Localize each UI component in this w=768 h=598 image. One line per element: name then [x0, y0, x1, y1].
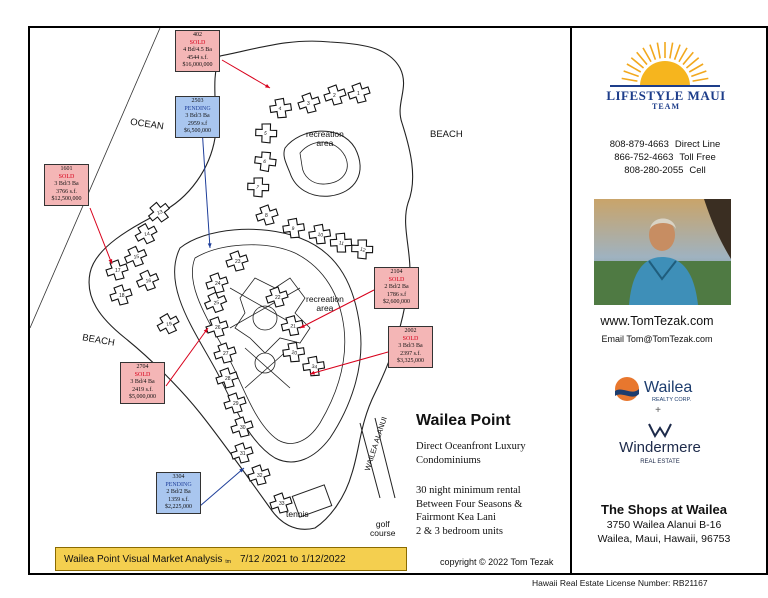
callout-status: SOLD — [189, 39, 206, 46]
brand-team: TEAM — [652, 102, 680, 111]
wailea-realty-logo-icon — [612, 374, 732, 404]
building-unit — [348, 236, 376, 262]
phone-number[interactable]: 866-752-4663 — [614, 151, 674, 163]
callout-beds: 3 Bd/4 Ba — [130, 379, 155, 385]
callout-unit: 2704 — [136, 364, 149, 370]
building-unit — [281, 340, 306, 364]
ocean-label: OCEAN — [129, 116, 165, 133]
phone-row-cell — [590, 165, 740, 178]
building-unit-number: 11 — [337, 240, 345, 248]
wailea-sub: REALTY CORP. — [652, 397, 692, 403]
phone-number[interactable]: 808-879-4663 — [609, 139, 669, 150]
building-unit — [110, 285, 132, 305]
rental-line-3: Fairmont Kea Lani — [416, 512, 496, 524]
phone-label: Cell — [689, 164, 706, 176]
brand-name: LIFESTYLE MAUI — [606, 88, 726, 103]
building-unit-number: 6 — [261, 158, 267, 166]
road-label: WAILEA ALANUI — [362, 415, 389, 473]
callout-size: 2959 s.f — [187, 120, 208, 127]
building-unit-number: 32 — [257, 473, 263, 479]
building-unit-number: 1 — [357, 91, 360, 97]
building-unit — [268, 96, 293, 120]
office-address-line-1: 3750 Wailea Alanui B-16 — [606, 519, 722, 531]
building-unit-number: 18 — [119, 293, 125, 299]
property-title: Wailea Point — [416, 412, 511, 429]
building-unit — [256, 205, 278, 225]
building-unit — [204, 291, 228, 313]
building-unit-number: 10 — [317, 231, 324, 239]
callout-size: 2397 s.f. — [400, 350, 421, 357]
beach-label-top: BEACH — [430, 129, 463, 140]
callout-price: $3,325,000 — [397, 358, 424, 364]
callout-3304[interactable] — [156, 472, 201, 514]
callout-status: PENDING — [165, 481, 192, 488]
building-unit-number: 17 — [115, 268, 121, 274]
callout-status: SOLD — [388, 276, 405, 283]
building-unit-number: 24 — [215, 281, 221, 287]
callout-arrow — [200, 468, 244, 506]
callout-unit: 2503 — [191, 98, 204, 104]
rental-line-1: 30 night minimum rental — [416, 485, 521, 496]
callout-unit: 2104 — [390, 269, 403, 275]
callout-status: SOLD — [402, 335, 419, 342]
phone-row-tollfree — [590, 152, 740, 165]
office-name: The Shops at Wailea — [601, 502, 727, 517]
building-unit — [251, 148, 279, 175]
callout-unit: 3304 — [172, 474, 185, 480]
building-unit — [231, 443, 253, 463]
email-link[interactable]: Tom@TomTezak.com — [626, 334, 713, 344]
building-unit-number: 15 — [133, 254, 140, 261]
callout-unit: 1601 — [60, 166, 73, 172]
phone-list — [590, 139, 740, 177]
building-unit — [348, 83, 370, 103]
building-unit — [324, 85, 346, 105]
windermere-name: Windermere — [619, 439, 701, 456]
building-unit-number: 34 — [311, 363, 318, 371]
property-boundary — [89, 41, 413, 529]
windermere-sub: REAL ESTATE — [640, 459, 680, 465]
agent-photo — [594, 199, 731, 305]
building-unit — [244, 174, 272, 200]
banner-dates: 7/12 /2021 to 1/12/2022 — [239, 553, 346, 565]
callout-beds: 3 Bd/3 Ba — [185, 113, 210, 119]
building-unit — [252, 120, 280, 146]
callout-size: 1359 s.f. — [168, 496, 189, 503]
building-unit — [214, 343, 236, 363]
building-unit-number: 27 — [223, 351, 229, 357]
phone-label: Direct Line — [674, 139, 721, 150]
callout-beds: 3 Bd/3 Ba — [398, 343, 423, 349]
building-unit — [206, 273, 228, 293]
building-unit-number: 28 — [225, 376, 231, 382]
market-analysis-banner — [55, 547, 407, 571]
callout-unit: 402 — [193, 32, 202, 38]
callout-2704[interactable] — [120, 362, 165, 404]
email-label: Email — [601, 334, 624, 344]
callout-price: $2,600,000 — [383, 299, 410, 305]
callout-price: $2,225,000 — [165, 504, 192, 510]
wailea-name: Wailea — [644, 379, 693, 396]
building-unit — [281, 315, 305, 337]
building-unit-number: 3 — [307, 101, 310, 107]
callout-arrow — [202, 128, 210, 248]
property-rental-info — [416, 484, 566, 539]
callout-price: $6,500,000 — [184, 128, 211, 134]
building-unit — [145, 199, 173, 225]
building-unit-number: 25 — [213, 300, 220, 307]
building-unit-number: 12 — [358, 246, 367, 254]
callout-status: PENDING — [184, 105, 211, 112]
callout-arrow — [166, 328, 208, 386]
recreation-area-mid-label: recreation area — [306, 294, 344, 313]
tennis-label: tennis — [286, 509, 309, 519]
building-unit — [124, 245, 148, 267]
arrowhead-icon — [208, 243, 212, 248]
building-unit-number: 31 — [240, 451, 246, 457]
copyright: copyright © 2022 Tom Tezak — [440, 557, 554, 567]
callout-size: 1786 s.f — [386, 291, 407, 298]
callout-size: 3766 s.f. — [56, 188, 77, 195]
callout-status: SOLD — [134, 371, 151, 378]
recreation-area-top-label: recreation area — [306, 129, 344, 148]
banner-title: Wailea Point Visual Market Analysis — [64, 553, 223, 565]
website-link[interactable]: www.TomTezak.com — [600, 314, 714, 328]
rental-line-4: 2 & 3 bedroom units — [416, 525, 503, 537]
callout-status: SOLD — [58, 173, 75, 180]
callout-402[interactable] — [175, 30, 220, 72]
building-unit-number: 5 — [262, 130, 268, 137]
building-unit-number: 4 — [278, 105, 282, 113]
phone-label: Toll Free — [679, 151, 716, 163]
callout-beds: 2 Bd/2 Ba — [166, 489, 191, 495]
building-unit-number: 13 — [156, 209, 164, 217]
callout-unit: 2002 — [404, 328, 417, 334]
building-unit-number: 16 — [145, 278, 152, 285]
building-unit — [206, 317, 228, 337]
rental-line-2: Between Four Seasons & — [416, 498, 523, 510]
building-unit — [266, 287, 288, 307]
building-unit-number: 29 — [233, 401, 239, 407]
license-number: Hawaii Real Estate License Number: RB21167 — [532, 578, 708, 588]
building-unit — [328, 230, 354, 255]
building-unit — [136, 269, 160, 291]
callout-1601[interactable] — [44, 164, 89, 206]
building-unit — [231, 417, 253, 437]
building-unit — [298, 93, 320, 113]
phone-number[interactable]: 808-280-2055 — [624, 164, 684, 176]
callout-price: $16,000,000 — [182, 62, 213, 68]
callout-price: $5,000,000 — [129, 394, 156, 400]
building-unit-number: 26 — [215, 325, 221, 331]
building-unit — [226, 251, 248, 271]
callout-beds: 2 Bd/2 Ba — [384, 284, 409, 290]
callout-2104[interactable] — [374, 267, 419, 309]
email-line — [574, 334, 740, 344]
building-unit — [156, 312, 181, 336]
building-unit-number: 2 — [333, 93, 336, 99]
building-unit-number: 7 — [254, 184, 260, 191]
property-description: Direct Oceanfront Luxury Condominiums — [416, 441, 526, 467]
building-unit-number: 8 — [265, 213, 268, 219]
building-unit — [281, 216, 306, 240]
callout-arrow — [222, 60, 270, 88]
building-unit-number: 22 — [275, 295, 281, 301]
building-unit — [224, 393, 246, 413]
building-unit-number: 23 — [235, 259, 241, 265]
building-unit-number: 33 — [279, 501, 285, 507]
golf-course-label: golf course — [370, 519, 396, 538]
banner-tm: tm — [225, 559, 231, 565]
callout-2002[interactable] — [388, 326, 433, 368]
plus-sign: + — [655, 405, 661, 416]
callout-2503[interactable] — [175, 96, 220, 138]
beach-label-left: BEACH — [81, 332, 116, 349]
phone-row-direct — [590, 139, 740, 152]
callout-size: 2419 s.f. — [132, 386, 153, 393]
building-unit-number: 9 — [291, 225, 295, 233]
callout-arrow — [90, 208, 112, 264]
office-address-line-2: Wailea, Maui, Hawaii, 96753 — [597, 533, 731, 545]
windermere-logo-icon — [605, 420, 715, 470]
building-unit-number: 20 — [291, 349, 298, 357]
inner-road — [175, 229, 361, 462]
callout-size: 4544 s.f. — [187, 54, 208, 61]
building-unit — [106, 260, 128, 280]
callout-price: $12,500,000 — [51, 196, 82, 202]
panel-divider — [570, 26, 572, 575]
building-unit-number: 14 — [143, 231, 151, 238]
building-unit-number: 19 — [165, 321, 173, 328]
callout-beds: 3 Bd/3 Ba — [54, 181, 79, 187]
building-unit-number: 30 — [240, 425, 246, 431]
callout-beds: 4 Bd/4.5 Ba — [183, 47, 212, 53]
building-unit-number: 21 — [290, 323, 297, 330]
